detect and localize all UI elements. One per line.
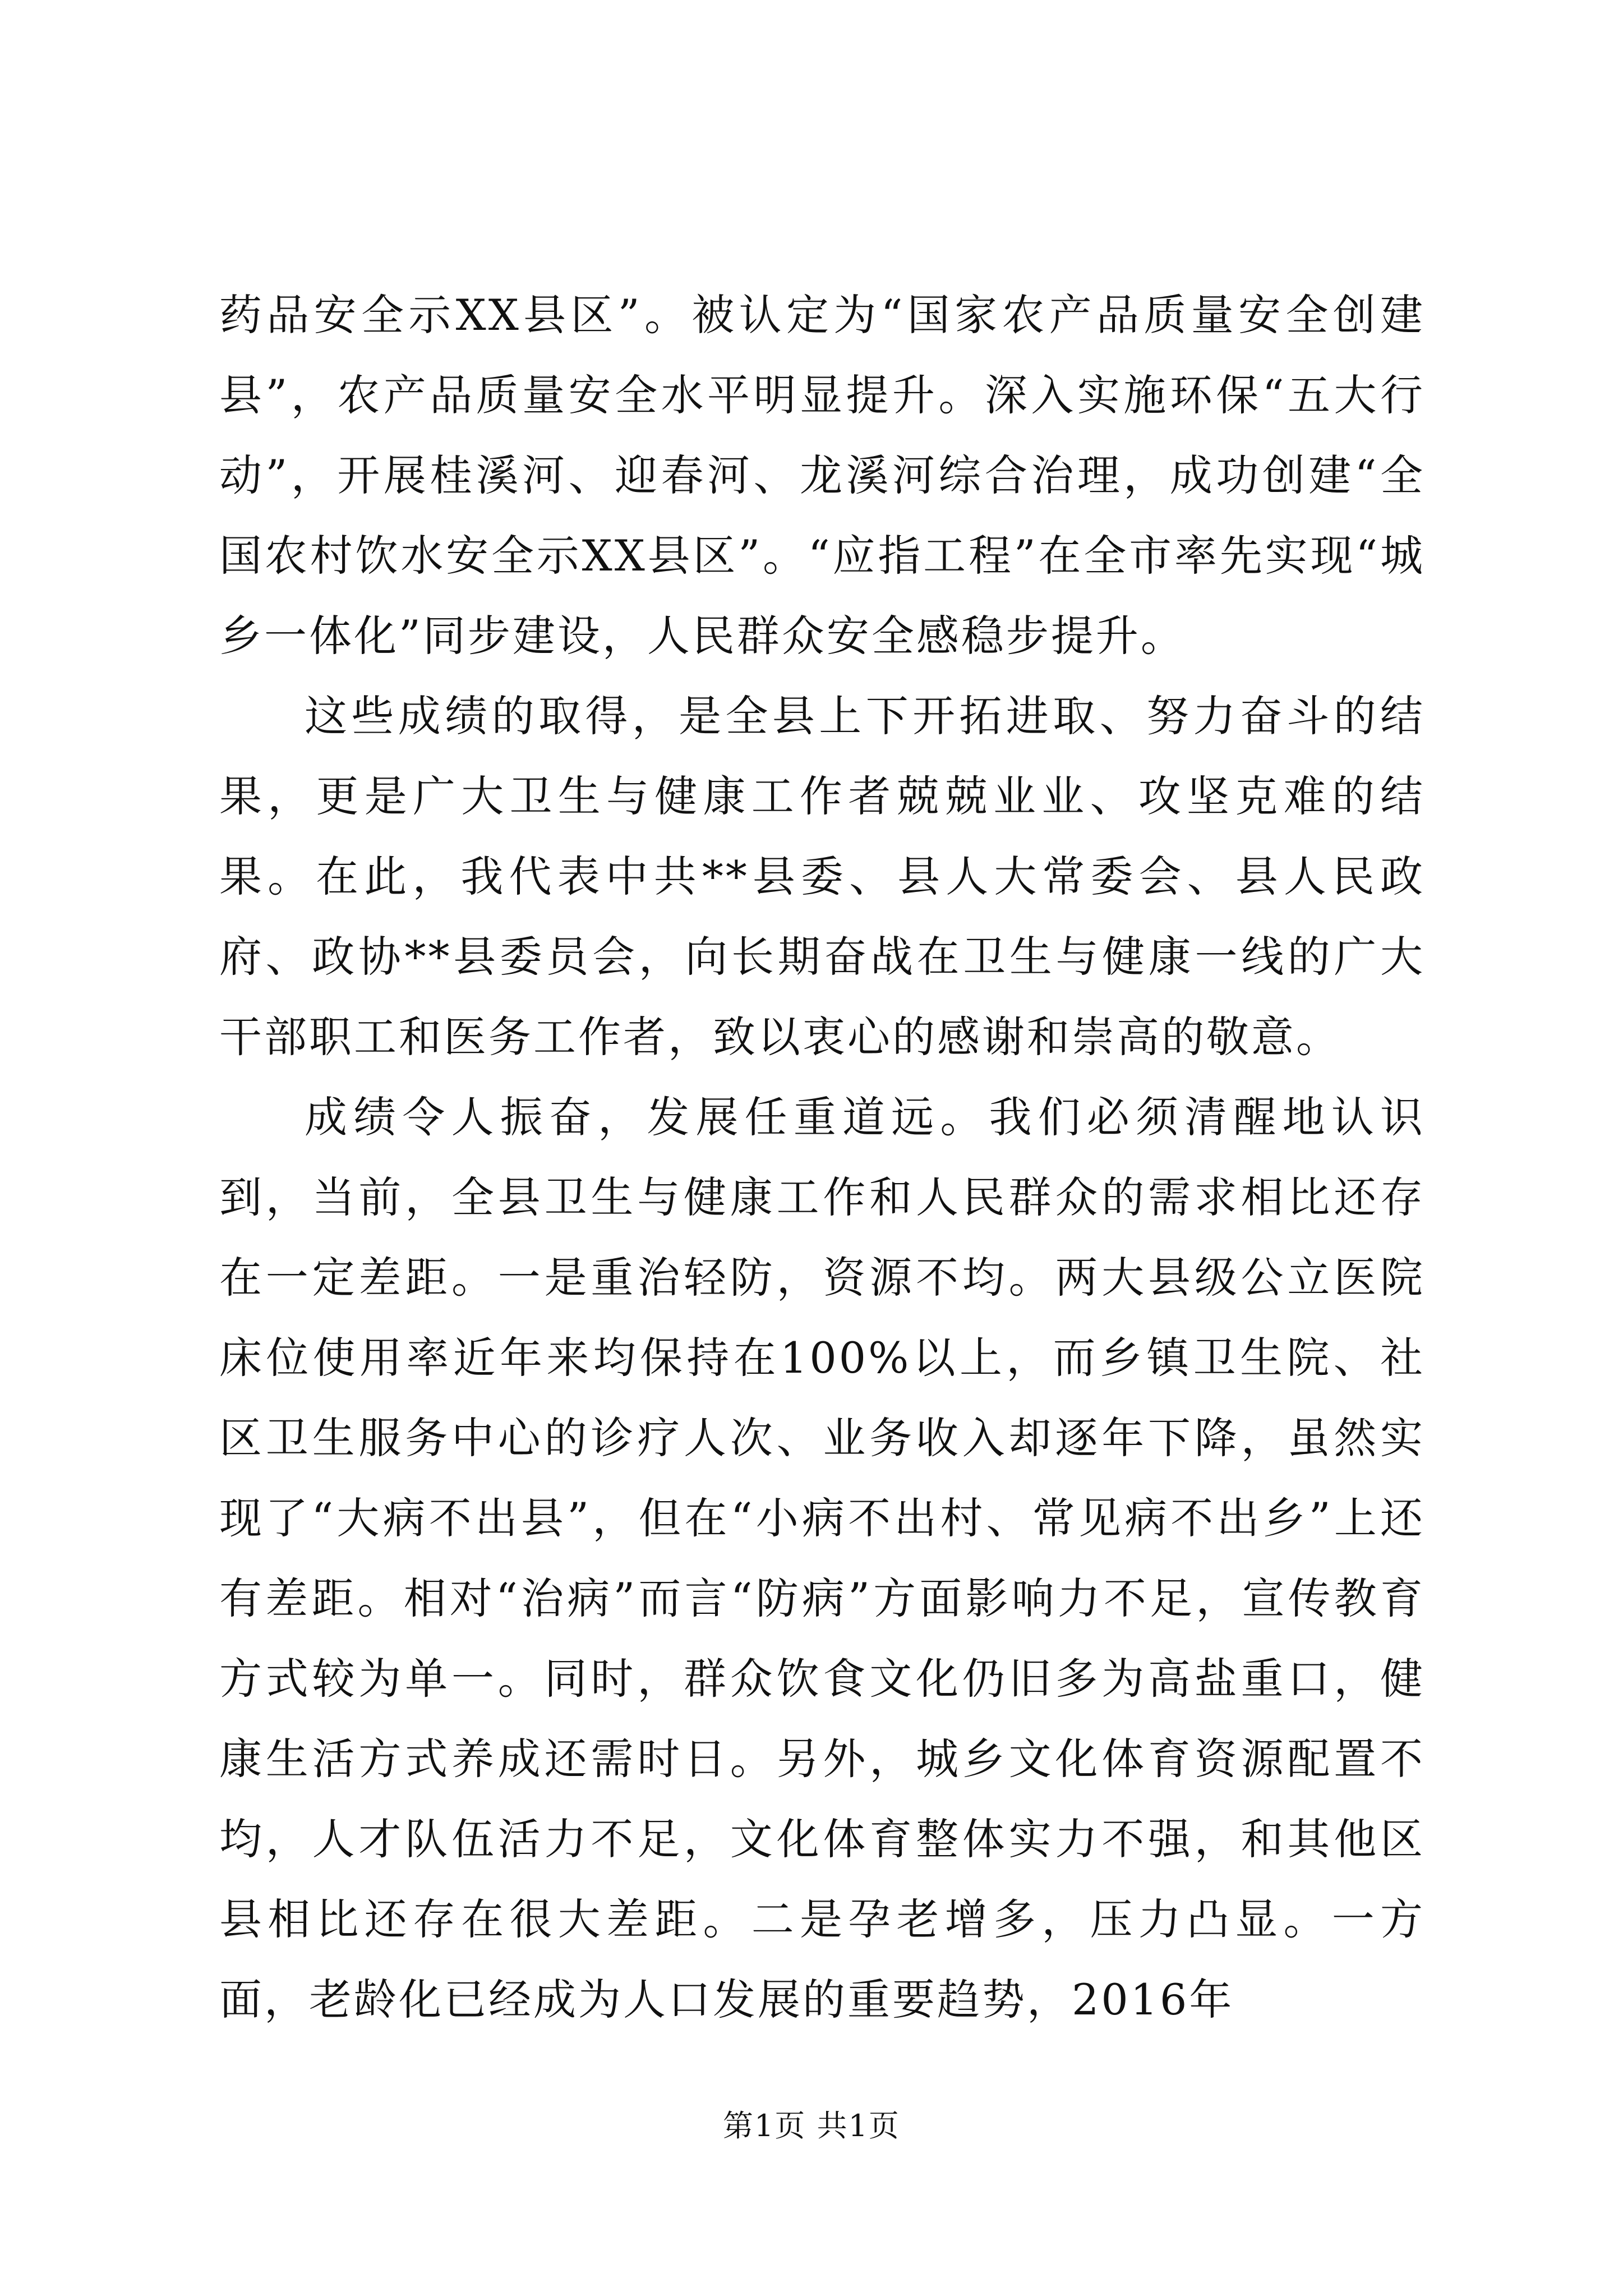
document-body (219, 275, 1425, 2040)
paragraph-1: 药品安全示XX县区”。被认定为“国家农产品质量安全创建县”，农产品质量安全水平明显提升。深入实施环保“五大行动”，开展桂溪河、迎春河、龙溪河综合治理，成功创建“全国农村饮水安全示XX县区”。“应指工程”在全市率先实现“城乡一体化”同步建设，人民群众安全感稳步提升。 (219, 290, 1425, 661)
paragraph-2: 这些成绩的取得，是全县上下开拓进取、努力奋斗的结果，更是广大卫生与健康工作者兢兢业业、攻坚克难的结果。在此，我代表中共**县委、县人大常委会、县人民政府、政协**县委员会，向长期奋战在卫生与健康一线的广大干部职工和医务工作者，致以衷心的感谢和崇高的敬意。 (219, 691, 1425, 1062)
page-footer: 第1页 共1页 (723, 2108, 900, 2143)
paragraph-3: 成绩令人振奋，发展任重道远。我们必须清醒地认识到，当前，全县卫生与健康工作和人民群众的需求相比还存在一定差距。一是重治轻防，资源不均。两大县级公立医院床位使用率近年来均保持在100%以上，而乡镇卫生院、社区卫生服务中心的诊疗人次、业务收入却逐年下降，虽然实现了“大病不出县”，但在“小病不出村、常见病不出乡”上还有差距。相对“治病”而言“防病”方面影响力不足，宣传教育方式较为单一。同时，群众饮食文化仍旧多为高盐重口，健康生活方式养成还需时日。另外，城乡文化体育资源配置不均，人才队伍活力不足，文化体育整体实力不强，和其他区县相比还存在很大差距。二是孕老增多，压力凸显。一方面，老龄化已经成为人口发展的重要趋势，2016年 (219, 1092, 1425, 2024)
